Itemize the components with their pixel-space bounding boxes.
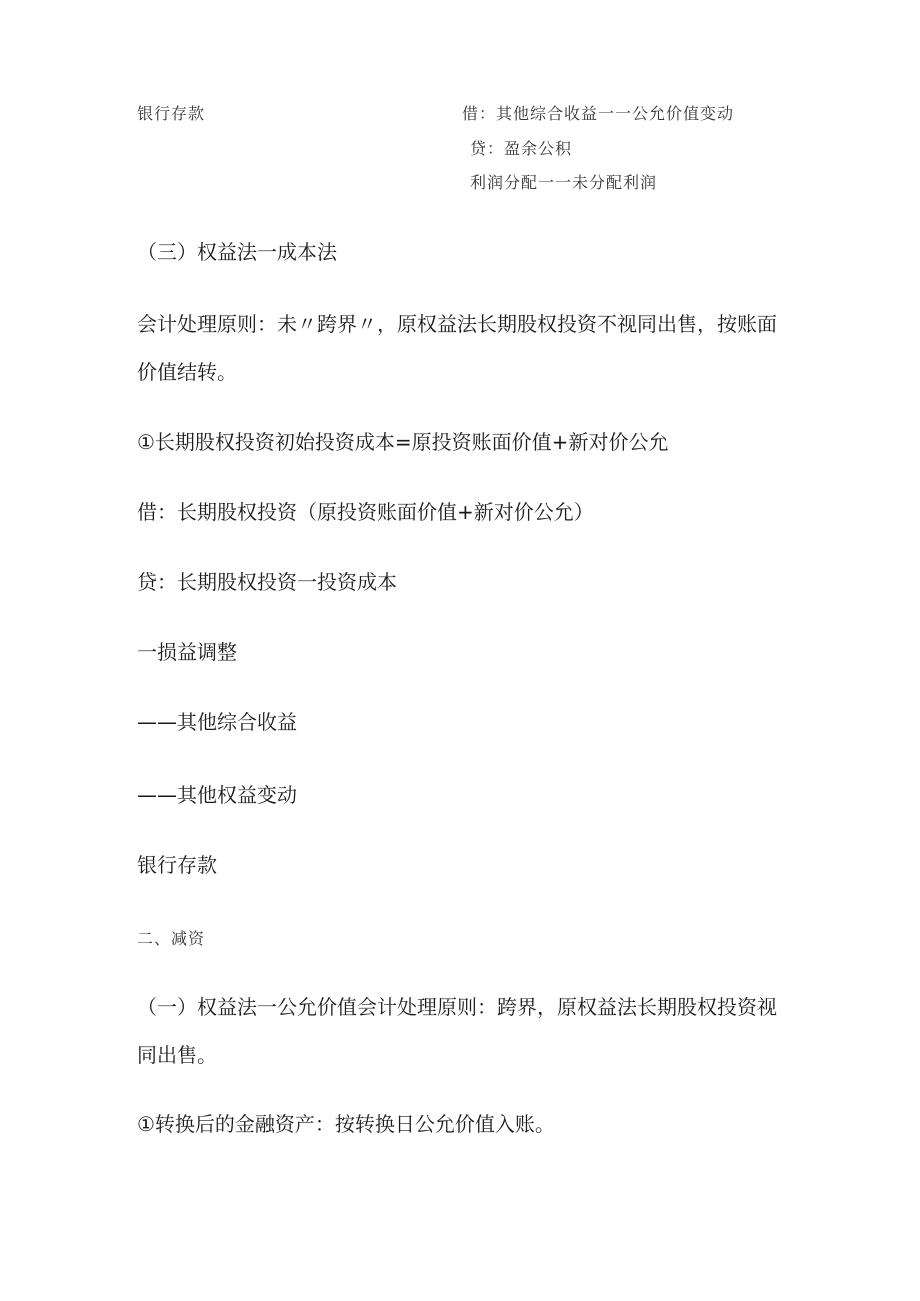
section-two-sub1-line2: 同出售。 [137, 1043, 217, 1067]
top-right-line-credit: 贷：盈余公积 [470, 139, 573, 158]
section-two-heading: 二、减资 [137, 929, 206, 948]
section-3-credit-sub-3: ——其他权益变动 [137, 783, 297, 807]
top-right-line-retained: 利润分配一一未分配利润 [470, 173, 658, 192]
section-3-debit-entry: 借：长期股权投资（原投资账面价值+新对价公允） [137, 500, 594, 524]
section-two-item-1: ①转换后的金融资产：按转换日公允价值入账。 [137, 1112, 555, 1136]
top-left-text: 银行存款 [137, 104, 206, 123]
section-3-principle-line1: 会计处理原则：未〃跨界〃，原权益法长期股权投资不视同出售，按账面 [137, 312, 777, 336]
section-3-credit-sub-1: 一损益调整 [137, 640, 237, 664]
section-3-credit-sub-4: 银行存款 [137, 853, 217, 877]
top-right-line-debit: 借：其他综合收益一一公允价值变动 [462, 104, 735, 123]
section-3-credit-sub-2: ——其他综合收益 [137, 710, 297, 734]
section-3-heading: （三）权益法一成本法 [137, 240, 337, 264]
section-two-sub1-line1: （一）权益法一公允价值会计处理原则：跨界，原权益法长期股权投资视 [137, 995, 777, 1019]
section-3-credit-entry: 贷：长期股权投资一投资成本 [137, 570, 397, 594]
section-3-item-1: ①长期股权投资初始投资成本=原投资账面价值+新对价公允 [137, 430, 669, 454]
section-3-principle-line2: 价值结转。 [137, 360, 237, 384]
